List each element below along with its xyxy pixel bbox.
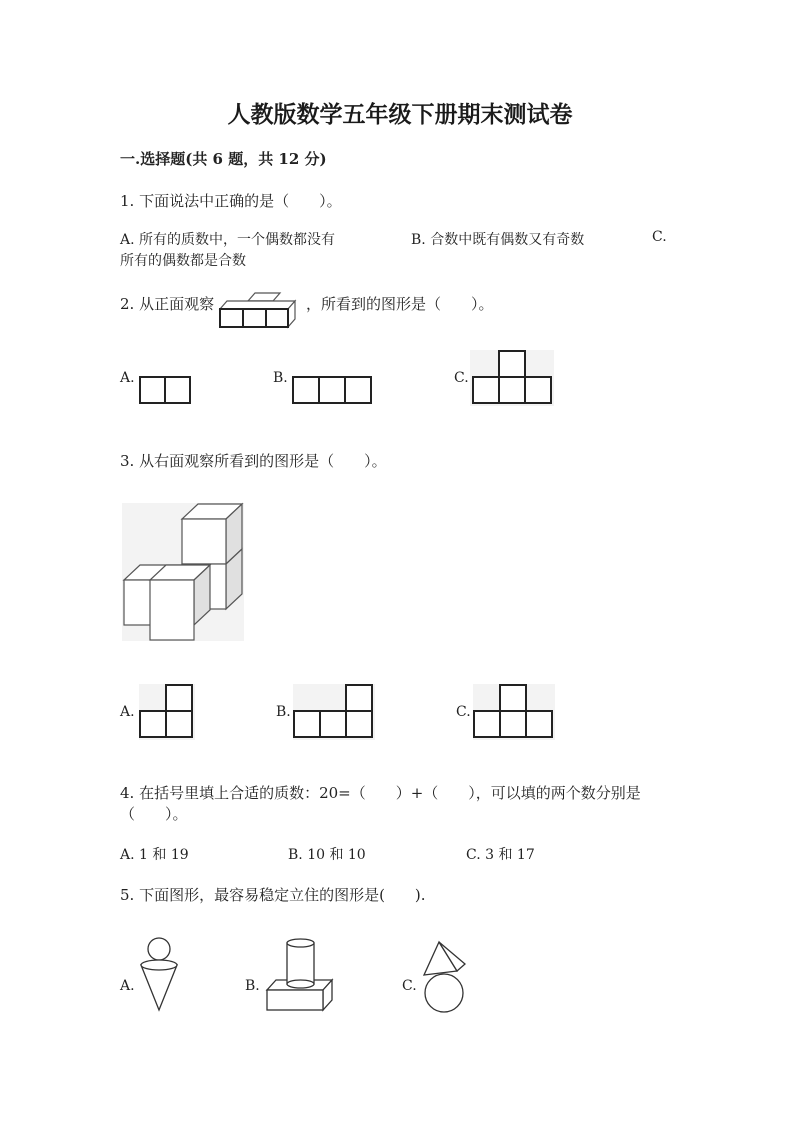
question-1-option-c[interactable]: C. [652,229,667,245]
question-2-option-b[interactable]: B. [273,370,288,386]
question-4-stem-continued: （ ）。 [120,805,188,823]
page-title: 人教版数学五年级下册期末测试卷 [227,101,573,128]
question-1-option-b[interactable]: B. 合数中既有偶数又有奇数 [411,232,585,248]
cube-row-top-face [220,301,295,309]
question-5-option-b-figure [264,938,336,1014]
question-3-option-c-figure [473,684,555,740]
question-2-option-b-figure [292,376,374,406]
question-3-option-b[interactable]: B. [276,704,291,720]
question-3-stem: 3. 从右面观察所看到的图形是（ ）。 [120,452,387,470]
cube-row-front [220,309,288,327]
question-4-stem: 4. 在括号里填上合适的质数：20=（ ）+（ ），可以填的两个数分别是 [120,784,641,802]
question-5-option-a[interactable]: A. [120,978,135,994]
question-2-option-c-figure [470,350,554,406]
section-heading: 一.选择题(共 6 题，共 12 分) [120,150,327,168]
question-2-cube-figure [216,289,298,331]
question-3-option-a-figure [139,684,195,740]
question-5-option-c[interactable]: C. [402,978,417,994]
question-1-option-a[interactable]: A. 所有的质数中，一个偶数都没有 [120,232,336,248]
question-5-stem: 5. 下面图形，最容易稳定立住的图形是( ). [120,886,426,904]
question-3-option-c[interactable]: C. [456,704,471,720]
question-2-option-a-figure [139,376,193,406]
question-1-option-c-text: 所有的偶数都是合数 [120,253,246,269]
question-2-option-c[interactable]: C. [454,370,469,386]
question-4-option-b[interactable]: B. 10 和 10 [288,847,366,863]
question-5-option-a-figure [138,937,182,1013]
question-3-cube-stack [122,503,244,641]
question-3-option-a[interactable]: A. [120,704,135,720]
question-2-stem-end: ，所看到的图形是（ ）。 [306,295,494,313]
question-5-option-c-figure [419,940,471,1014]
question-4-option-c[interactable]: C. 3 和 17 [466,847,535,863]
question-3-option-b-figure [293,684,375,740]
question-2-option-a[interactable]: A. [120,370,135,386]
question-1-stem: 1. 下面说法中正确的是（ ）。 [120,192,342,210]
question-2-stem-start: 2. 从正面观察 [120,295,215,313]
question-4-option-a[interactable]: A. 1 和 19 [120,847,189,863]
question-5-option-b[interactable]: B. [245,978,260,994]
